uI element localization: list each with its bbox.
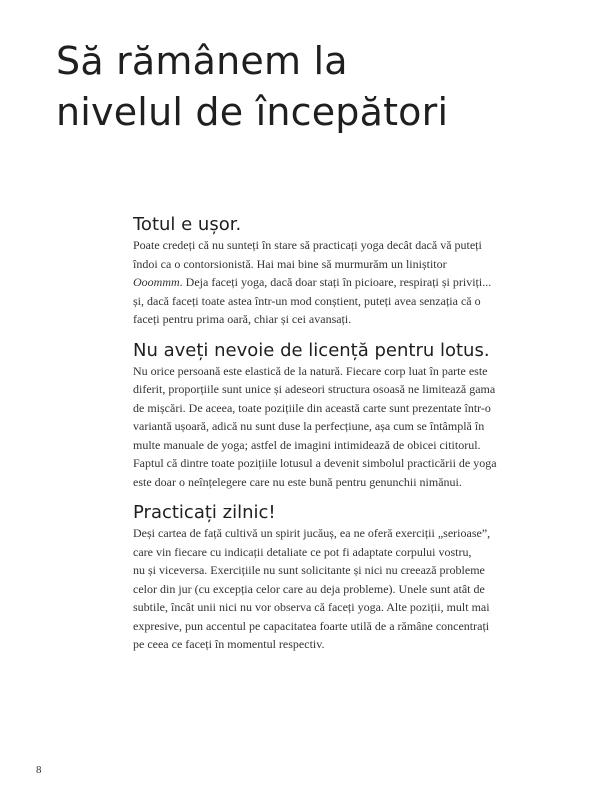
paragraph-line: expresive, pun accentul pe capacitatea foarte utilă de a rămâne concentrați (133, 618, 490, 633)
page-title-line: nivelul de începători (56, 90, 449, 134)
paragraph-line: pe ceea ce faceți în momentul respectiv. (133, 637, 325, 651)
paragraph-line: și, dacă faceți toate astea într-un mod conștient, puteți avea senzația că o (133, 293, 481, 308)
paragraph-line: Ooommm. Deja faceți yoga, dacă doar stați în picioare, respirați și priviți... (133, 275, 492, 289)
paragraph-line: Poate credeți că nu sunteți în stare să practicați yoga decât dacă vă puteți (133, 238, 482, 252)
article-body (133, 214, 558, 665)
section-paragraph (133, 524, 558, 654)
paragraph-line: Nu orice persoană este elastică de la natură. Fiecare corp luat în parte este (133, 363, 488, 378)
paragraph-line: multe manuale de yoga; astfel de imagini intimidează de obicei cititorul. (133, 437, 481, 452)
paragraph-line: îndoi ca o contorsionistă. Hai mai bine să murmurăm un liniștitor (133, 256, 447, 271)
page-title (56, 36, 576, 138)
paragraph-line: variantă ușoară, adică nu sunt duse la perfecțiune, așa cum se întâmplă în (133, 419, 485, 433)
section-lotus (133, 340, 558, 492)
paragraph-line: faceți pentru prima oară, chiar și cei avansați. (133, 312, 352, 326)
page-number: 8 (36, 764, 42, 776)
paragraph-line: celor din jur (cu excepția celor care au deja probleme). Unele sunt atât de (133, 581, 485, 596)
section-easy (133, 214, 558, 329)
paragraph-line: este doar o neînțelegere care nu este bună pentru genunchii nimănui. (133, 474, 462, 489)
section-heading: Nu aveți nevoie de licență pentru lotus. (133, 339, 490, 361)
section-paragraph (133, 236, 558, 329)
paragraph-line: subtile, încât unii nici nu vor observa că faceți yoga. Alte poziții, mult mai (133, 600, 490, 614)
section-daily (133, 502, 558, 654)
paragraph-line: Faptul că dintre toate pozițiile lotusul a devenit simbolul practicării de yoga (133, 456, 497, 470)
section-paragraph (133, 362, 558, 492)
murmur-word: Ooommm (133, 275, 180, 289)
paragraph-line: diferit, proporțiile sunt unice și adeseori structura osoasă ne limitează gama (133, 382, 496, 396)
paragraph-line: care vin fiecare cu indicații detaliate ce pot fi adaptate corpului vostru, (133, 544, 472, 559)
paragraph-line: de mișcări. De aceea, toate pozițiile din această carte sunt prezentate într-o (133, 400, 491, 415)
paragraph-line: Deși cartea de față cultivă un spirit jucăuș, ea ne oferă exerciții „serioase”, (133, 526, 491, 540)
section-heading: Totul e ușor. (133, 214, 242, 235)
section-heading: Practicați zilnic! (133, 502, 276, 523)
paragraph-line: nu și viceversa. Exercițiile nu sunt solicitante și nici nu creează probleme (133, 563, 485, 577)
page-title-line: Să rămânem la (56, 39, 348, 83)
